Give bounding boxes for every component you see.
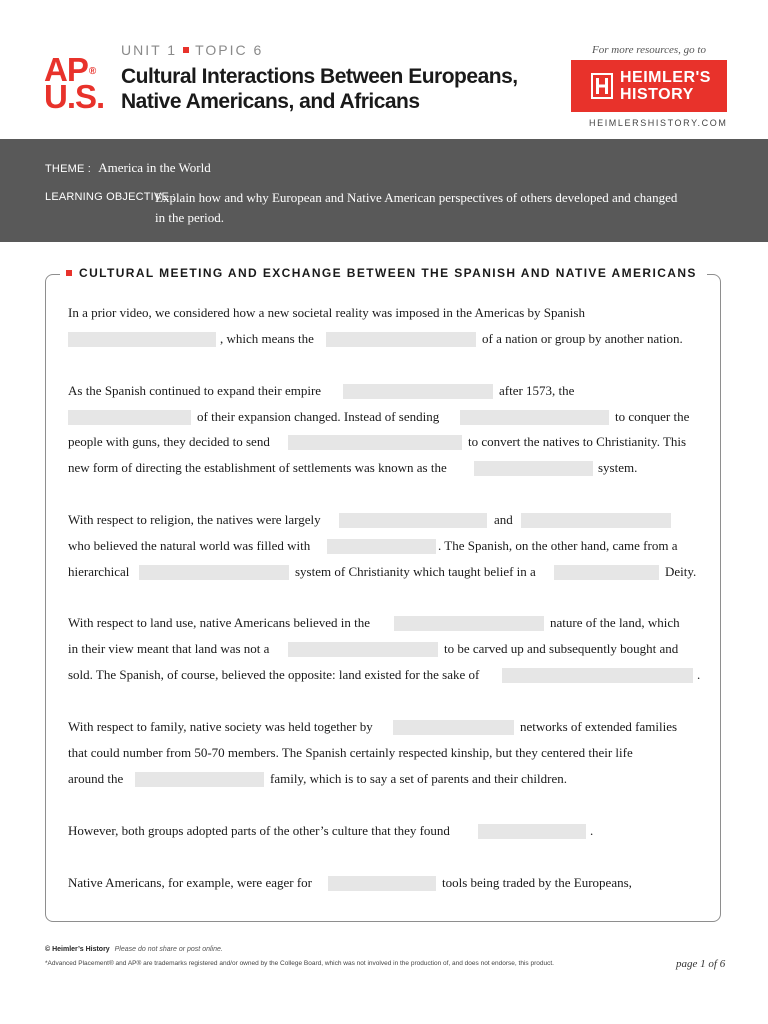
p2-text-8: system. (598, 460, 638, 475)
unit-topic-label (121, 42, 263, 58)
blank-input[interactable] (460, 410, 609, 425)
p6-text-1: However, both groups adopted parts of the other’s culture that they found (68, 823, 450, 838)
brand-url-link[interactable]: HEIMLERSHISTORY.COM (589, 118, 728, 128)
title-line-1: Cultural Interactions Between Europeans, (121, 65, 518, 88)
p4-text-3: in their view meant that land was not a (68, 641, 270, 656)
brand-line-2: HISTORY (620, 86, 694, 103)
blank-input[interactable] (139, 565, 289, 580)
p4-text-2: nature of the land, which (550, 615, 680, 630)
unit-text: UNIT 1 (121, 42, 178, 58)
logo-us-text: U.S. (44, 78, 105, 115)
p1-text-1: In a prior video, we considered how a new societal reality was imposed in the Americas by Spanish (68, 305, 585, 320)
p3-text-2: and (494, 512, 513, 527)
blank-input[interactable] (68, 410, 191, 425)
p4-text-6: . (697, 667, 701, 682)
blank-input[interactable] (288, 642, 438, 657)
blank-input[interactable] (474, 461, 593, 476)
blank-input[interactable] (339, 513, 487, 528)
ap-us-logo (44, 51, 106, 118)
p3-text-4: . The Spanish, on the other hand, came from a (438, 538, 678, 553)
p3-text-5: hierarchical (68, 564, 130, 579)
blank-input[interactable] (135, 772, 264, 787)
blank-input[interactable] (326, 332, 476, 347)
brand-line-1: HEIMLER'S (620, 69, 711, 86)
p3-text-7: Deity. (665, 564, 697, 579)
section-heading-text: CULTURAL MEETING AND EXCHANGE BETWEEN THE SPANISH AND NATIVE AMERICANS (79, 266, 697, 280)
theme-row (45, 160, 211, 176)
learning-objective-key: LEARNING OBJECTIVE : (45, 191, 176, 203)
objective-line-2: in the period. (155, 210, 224, 225)
heimlers-history-logo[interactable] (571, 60, 727, 112)
p2-text-4: to conquer the (615, 409, 690, 424)
red-square-icon (183, 47, 189, 53)
p2-text-2: after 1573, the (499, 383, 575, 398)
footer-trademark: *Advanced Placement® and AP® are trademarks registered and/or owned by the College Board, which was not involved in the production of, and does not endorse, this product. (45, 960, 554, 967)
theme-value: America in the World (98, 160, 211, 175)
blank-input[interactable] (327, 539, 436, 554)
blank-input[interactable] (554, 565, 659, 580)
resources-text: For more resources, go to (592, 44, 706, 56)
p4-text-1: With respect to land use, native Americans believed in the (68, 615, 370, 630)
logo-ap-text: AP (44, 51, 88, 88)
document-title (121, 64, 571, 114)
p5-text-2: networks of extended families (520, 719, 678, 734)
p1-text-2: , which means the (220, 331, 314, 346)
blank-input[interactable] (502, 668, 693, 683)
blank-input[interactable] (288, 435, 462, 450)
learning-objective-text (155, 188, 735, 228)
red-square-icon (66, 270, 72, 276)
p5-text-1: With respect to family, native society was held together by (68, 719, 373, 734)
p5-text-5: family, which is to say a set of parents and their children. (270, 771, 567, 786)
p4-text-4: to be carved up and subsequently bought and (444, 641, 679, 656)
blank-input[interactable] (478, 824, 586, 839)
blank-input[interactable] (393, 720, 514, 735)
p7-text-2: tools being traded by the Europeans, (442, 875, 632, 890)
p4-text-5: sold. The Spanish, of course, believed the opposite: land existed for the sake of (68, 667, 480, 682)
p5-text-3: that could number from 50-70 members. The Spanish certainly respected kinship, but they centered their life (68, 745, 633, 760)
p2-text-1: As the Spanish continued to expand their empire (68, 383, 322, 398)
footer-copyright (45, 946, 223, 953)
p6-text-2: . (590, 823, 594, 838)
blank-input[interactable] (343, 384, 493, 399)
copyright-text: © Heimler’s History (45, 946, 110, 953)
p2-text-7: new form of directing the establishment of settlements was known as the (68, 460, 447, 475)
blank-input[interactable] (521, 513, 671, 528)
p3-text-3: who believed the natural world was filled with (68, 538, 311, 553)
page-number: page 1 of 6 (676, 958, 726, 970)
title-line-2: Native Americans, and Africans (121, 90, 420, 113)
blank-input[interactable] (394, 616, 544, 631)
blank-input[interactable] (328, 876, 436, 891)
blank-input[interactable] (68, 332, 216, 347)
share-notice: Please do not share or post online. (114, 946, 223, 953)
p2-text-3: of their expansion changed. Instead of sending (197, 409, 440, 424)
p2-text-5: people with guns, they decided to send (68, 434, 270, 449)
p3-text-6: system of Christianity which taught belief in a (295, 564, 536, 579)
p1-text-3: of a nation or group by another nation. (482, 331, 683, 346)
logo-registered-mark: ® (88, 66, 96, 77)
p7-text-1: Native Americans, for example, were eager for (68, 875, 312, 890)
brand-name (620, 69, 711, 103)
heimler-h-icon (591, 73, 613, 99)
topic-text: TOPIC 6 (195, 42, 264, 58)
p5-text-4: around the (68, 771, 124, 786)
theme-label: THEME : (45, 163, 92, 175)
objective-line-1: Explain how and why European and Native American perspectives of others developed and changed (155, 190, 678, 205)
p2-text-6: to convert the natives to Christianity. This (468, 434, 687, 449)
p3-text-1: With respect to religion, the natives were largely (68, 512, 321, 527)
section-heading (60, 266, 707, 280)
